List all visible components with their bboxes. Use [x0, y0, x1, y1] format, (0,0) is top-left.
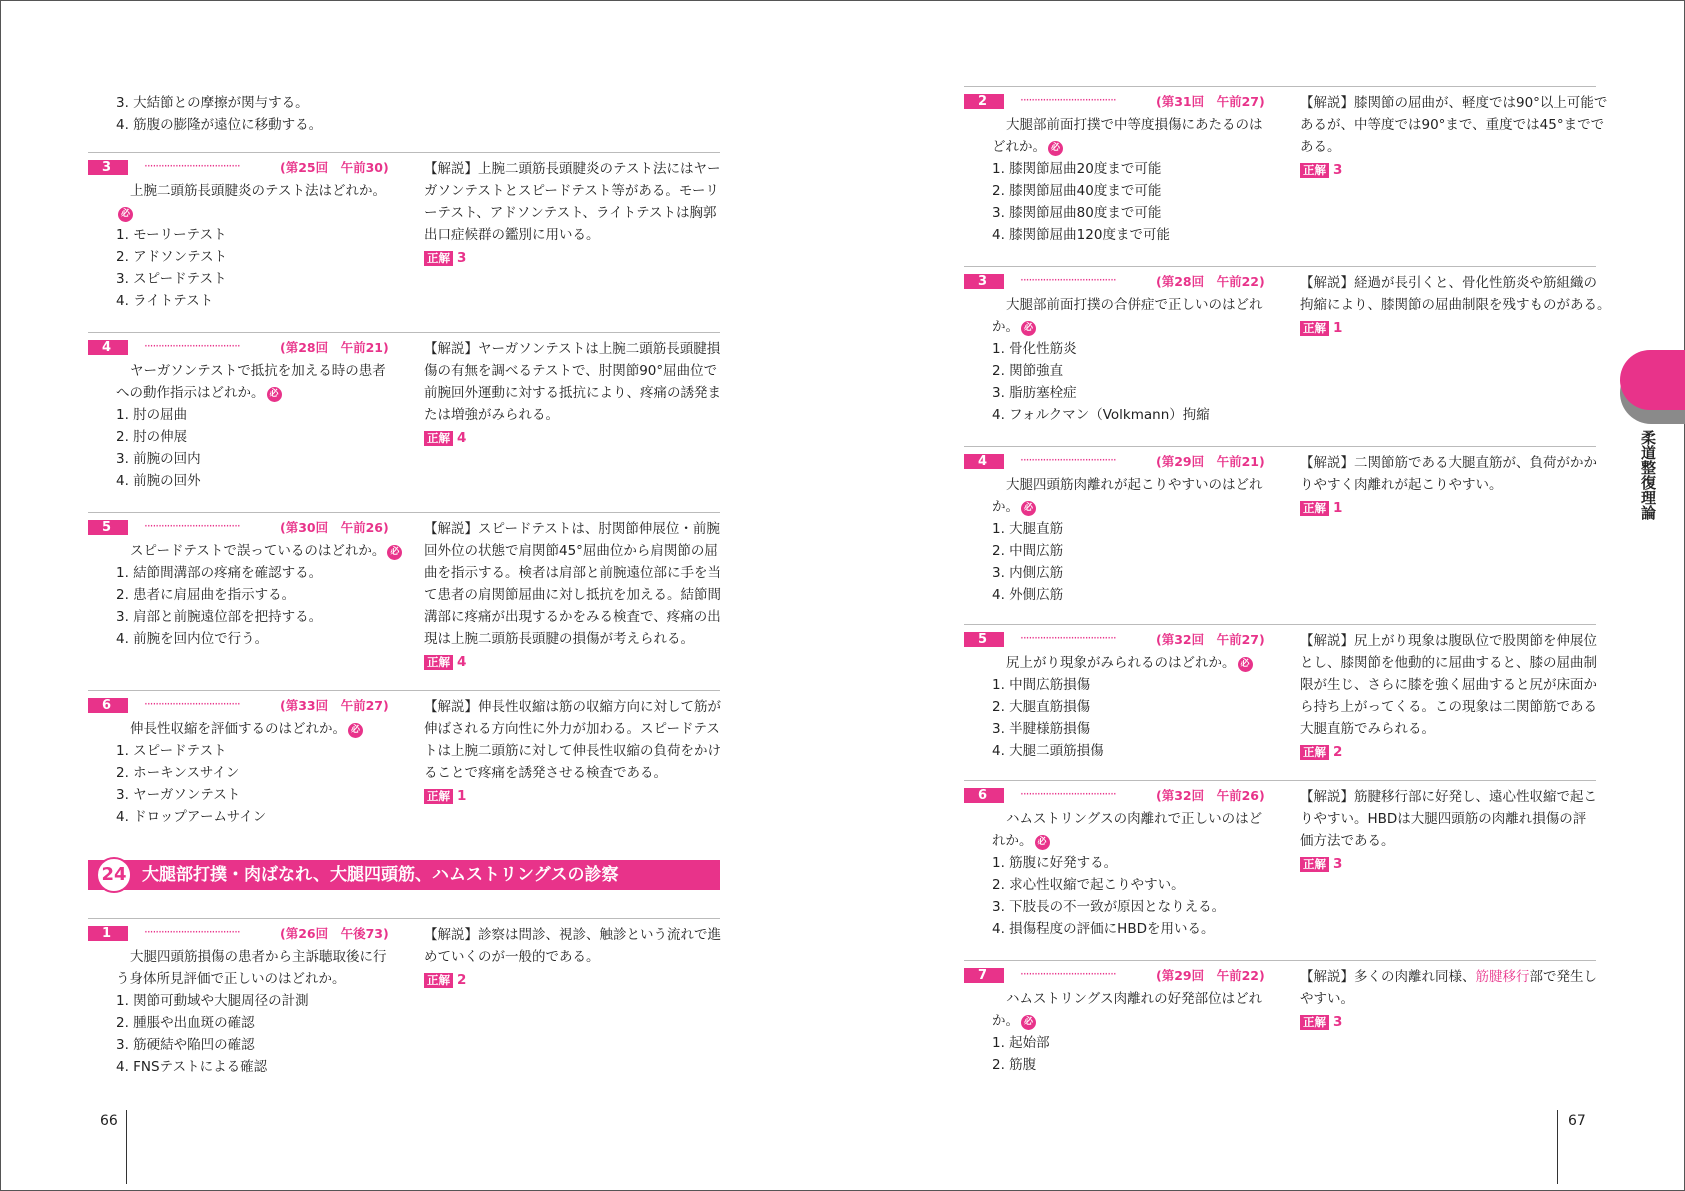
continuation-option-3: 3. 大結節との摩擦が関与する。 [116, 95, 309, 111]
explanation-line: とし、膝関節を他動的に屈曲すると、膝の屈曲制 [1300, 655, 1597, 671]
explanation-line: 価方法である。 [1300, 833, 1395, 849]
explanation-line: 【解説】上腕二頭筋長頭腱炎のテスト法にはヤー [424, 161, 721, 177]
option: 2. 大腿直筋損傷 [992, 699, 1091, 715]
question-stem [130, 540, 402, 562]
option: 1. 大腿直筋 [992, 521, 1064, 537]
question-number: 3 [102, 160, 112, 175]
required-mark-icon: 必 [348, 723, 363, 738]
question-number-badge [88, 926, 128, 941]
required-mark-icon: 必 [1021, 501, 1036, 516]
question-number: 6 [978, 788, 988, 803]
question-block [88, 512, 720, 682]
question-number: 1 [102, 926, 112, 941]
option: 2. 膝関節屈曲40度まで可能 [992, 183, 1162, 199]
answer [424, 428, 466, 448]
question-number-badge [88, 340, 128, 355]
option: 3. 筋硬結や陥凹の確認 [116, 1037, 255, 1053]
footer-rule [126, 1110, 127, 1184]
question-block [964, 624, 1596, 774]
question-number-badge [964, 632, 1004, 647]
option: 1. 結節間溝部の疼痛を確認する。 [116, 565, 323, 581]
option: 3. 肩部と前腕遠位部を把持する。 [116, 609, 323, 625]
answer [1300, 1012, 1342, 1032]
question-stem-text: か。 [992, 319, 1019, 335]
exam-source: (第29回 午前21) [1156, 454, 1265, 469]
explanation-line: りやすい。HBDは大腿四頭筋の肉離れ損傷の評 [1300, 811, 1587, 827]
question-number: 4 [102, 340, 112, 355]
required-mark-icon: 必 [1048, 141, 1063, 156]
answer-badge: 正解 [1300, 321, 1329, 336]
side-tab [1620, 350, 1685, 410]
answer-badge: 正解 [424, 789, 453, 804]
option: 4. 膝関節屈曲120度まで可能 [992, 227, 1170, 243]
explanation-line: 【解説】伸長性収縮は筋の収縮方向に対して筋が [424, 699, 721, 715]
option: 1. スピードテスト [116, 743, 227, 759]
option: 1. 関節可動域や大腿周径の計測 [116, 993, 309, 1009]
explanation-line: 現は上腕二頭筋長頭腱の損傷が考えられる。 [424, 631, 694, 647]
leader-dots: ·································· [1020, 787, 1116, 801]
page-number: 67 [1568, 1113, 1586, 1129]
explanation-line: ら持ち上がってくる。この現象は二関節筋である [1300, 699, 1597, 715]
option: 1. モーリーテスト [116, 227, 227, 243]
explanation-line: ガソンテストとスピードテスト等がある。モーリ [424, 183, 719, 199]
explanation-line: 回外位の状態で肩関節45°屈曲位から肩関節の屈 [424, 543, 718, 559]
option: 4. 外側広筋 [992, 587, 1064, 603]
option: 2. 筋腹 [992, 1057, 1037, 1073]
question-stem-cont [992, 316, 1036, 338]
explanation-line: 限が生じ、さらに膝を強く屈曲すると尻が床面か [1300, 677, 1597, 693]
question-block [964, 266, 1611, 436]
page-number: 66 [100, 1113, 118, 1129]
answer-badge: 正解 [1300, 501, 1329, 516]
question-block [88, 332, 720, 502]
question-number: 4 [978, 454, 988, 469]
highlighted-term: 筋腱移行 [1475, 969, 1530, 985]
question-number-badge [964, 788, 1004, 803]
exam-source: (第28回 午前22) [1156, 274, 1265, 289]
explanation-line: 傷の有無を調べるテストで、肘関節90°屈曲位で [424, 363, 718, 379]
option: 1. 骨化性筋炎 [992, 341, 1077, 357]
explanation-line: 【解説】スピードテストは、肘関節伸展位・前腕 [424, 521, 720, 537]
required-mark-icon: 必 [1035, 835, 1050, 850]
required-mark-icon: 必 [1021, 321, 1036, 336]
answer [1300, 854, 1342, 874]
question-stem-text: か。 [992, 499, 1019, 515]
answer [1300, 318, 1342, 338]
option: 1. 膝関節屈曲20度まで可能 [992, 161, 1162, 177]
option: 3. 半腱様筋損傷 [992, 721, 1091, 737]
section-number: 24 [96, 857, 132, 893]
answer-badge: 正解 [1300, 1015, 1329, 1030]
right-page [842, 0, 1685, 1191]
divider [964, 86, 1596, 87]
question-stem-text: 伸長性収縮を評価するのはどれか。 [130, 721, 346, 737]
question-stem-text: か。 [992, 1013, 1019, 1029]
question-number-badge [964, 454, 1004, 469]
option: 2. アドソンテスト [116, 249, 228, 265]
question-block [964, 86, 1608, 256]
question-number-badge [88, 520, 128, 535]
exam-source: (第28回 午前21) [280, 340, 389, 355]
question-stem [1006, 652, 1253, 674]
option: 4. 前腕を回内位で行う。 [116, 631, 269, 647]
divider [964, 266, 1596, 267]
exam-source: (第26回 午後73) [280, 926, 389, 941]
explanation-line: 【解説】診察は問診、視診、触診という流れで進 [424, 927, 721, 943]
divider [964, 446, 1596, 447]
answer [424, 248, 466, 268]
answer-number: 2 [1333, 744, 1343, 760]
explanation-line: たは増強がみられる。 [424, 407, 559, 423]
answer-number: 2 [457, 972, 467, 988]
option: 4. フォルクマン（Volkmann）拘縮 [992, 407, 1210, 423]
explanation-line: ある。 [1300, 139, 1341, 155]
option: 4. ドロップアームサイン [116, 809, 267, 825]
exam-source: (第25回 午前30) [280, 160, 389, 175]
option: 2. ホーキンスサイン [116, 765, 240, 781]
divider [88, 332, 720, 333]
option: 1. 筋腹に好発する。 [992, 855, 1118, 871]
divider [88, 152, 720, 153]
option: 4. 前腕の回外 [116, 473, 201, 489]
question-stem: ハムストリングスの肉離れで正しいのはど [1006, 811, 1263, 827]
explanation-line: あるが、中等度では90°まで、重度では45°までで [1300, 117, 1605, 133]
divider [88, 918, 720, 919]
question-stem: ハムストリングス肉離れの好発部位はどれ [1006, 991, 1263, 1007]
answer-badge: 正解 [424, 973, 453, 988]
option: 2. 関節強直 [992, 363, 1064, 379]
explanation-line: て患者の肩関節屈曲に対し抵抗を加える。結節間 [424, 587, 721, 603]
leader-dots: ·································· [1020, 967, 1116, 981]
explanation-line: ーテスト、アドソンテスト、ライトテストは胸郭 [424, 205, 717, 221]
question-block [964, 780, 1596, 950]
leader-dots: ·································· [144, 697, 240, 711]
question-number-badge [88, 698, 128, 713]
leader-dots: ·································· [144, 925, 240, 939]
required-mark-icon: 必 [1021, 1015, 1036, 1030]
answer-number: 3 [1333, 856, 1343, 872]
option: 3. スピードテスト [116, 271, 227, 287]
required-mark-icon: 必 [387, 545, 402, 560]
option: 2. 患者に肩屈曲を指示する。 [116, 587, 296, 603]
question-stem: 上腕二頭筋長頭腱炎のテスト法はどれか。 [130, 183, 386, 199]
explanation-line: 【解説】ヤーガソンテストは上腕二頭筋長頭腱損 [424, 341, 721, 357]
question-number: 5 [102, 520, 112, 535]
option: 3. 脂肪塞栓症 [992, 385, 1077, 401]
explanation-line: 溝部に疼痛が出現するかをみる検査で、疼痛の出 [424, 609, 721, 625]
question-block [88, 918, 720, 1078]
option: 3. 下肢長の不一致が原因となりえる。 [992, 899, 1226, 915]
explanation-text: 部で発生し [1529, 969, 1597, 985]
option: 4. FNSテストによる確認 [116, 1059, 268, 1075]
answer [424, 786, 466, 806]
leader-dots: ·································· [144, 519, 240, 533]
explanation-text: 【解説】多くの肉離れ同様、 [1300, 969, 1476, 985]
divider [88, 690, 720, 691]
required-mark-line [116, 202, 133, 224]
answer-number: 1 [1333, 320, 1343, 336]
explanation-line: 出口症候群の鑑別に用いる。 [424, 227, 600, 243]
option: 2. 腫脹や出血斑の確認 [116, 1015, 255, 1031]
explanation-line: 【解説】膝関節の屈曲が、軽度では90°以上可能で [1300, 95, 1608, 111]
question-stem-cont [992, 1010, 1036, 1032]
divider [964, 780, 1596, 781]
question-number-badge [964, 94, 1004, 109]
question-number: 3 [978, 274, 988, 289]
answer [1300, 742, 1342, 762]
explanation-line: 【解説】二関節筋である大腿直筋が、負荷がかか [1300, 455, 1597, 471]
divider [964, 624, 1596, 625]
continuation-option-4: 4. 筋腹の膨隆が遠位に移動する。 [116, 117, 323, 133]
answer [424, 970, 466, 990]
left-page [0, 0, 842, 1191]
exam-source: (第32回 午前26) [1156, 788, 1265, 803]
leader-dots: ·································· [1020, 273, 1116, 287]
explanation-line: トは上腕二頭筋に対して伸長性収縮の負荷をかけ [424, 743, 721, 759]
question-stem [130, 718, 363, 740]
question-stem: 大腿四頭筋損傷の患者から主訴聴取後に行 [130, 949, 387, 965]
question-stem: 大腿部前面打撲の合併症で正しいのはどれ [1006, 297, 1263, 313]
question-number: 2 [978, 94, 988, 109]
option: 2. 肘の伸展 [116, 429, 188, 445]
question-stem-text: への動作指示はどれか。 [116, 385, 265, 401]
required-mark-icon: 必 [118, 207, 133, 222]
answer-number: 3 [457, 250, 467, 266]
answer-number: 4 [457, 430, 467, 446]
explanation-line: 拘縮により、膝関節の屈曲制限を残すものがある。 [1300, 297, 1611, 313]
question-stem-cont [992, 830, 1050, 852]
leader-dots: ·································· [144, 339, 240, 353]
question-block [88, 690, 720, 840]
exam-source: (第30回 午前26) [280, 520, 389, 535]
answer-badge: 正解 [424, 431, 453, 446]
question-stem-text: れか。 [992, 833, 1033, 849]
divider [964, 960, 1596, 961]
side-tab-label: 柔道整復理論 [1639, 430, 1657, 520]
answer-number: 4 [457, 654, 467, 670]
explanation-line: やすい。 [1300, 991, 1354, 1007]
answer-badge: 正解 [1300, 745, 1329, 760]
leader-dots: ·································· [1020, 631, 1116, 645]
exam-source: (第32回 午前27) [1156, 632, 1265, 647]
option: 4. 大腿二頭筋損傷 [992, 743, 1104, 759]
answer-badge: 正解 [1300, 163, 1329, 178]
leader-dots: ·································· [1020, 453, 1116, 467]
question-stem-text: スピードテストで誤っているのはどれか。 [130, 543, 386, 559]
answer-badge: 正解 [424, 655, 453, 670]
question-number: 7 [978, 968, 988, 983]
explanation-line [1300, 966, 1597, 988]
question-number-badge [964, 274, 1004, 289]
answer-number: 3 [1333, 1014, 1343, 1030]
question-block [88, 152, 720, 322]
answer [424, 652, 466, 672]
explanation-line: 曲を指示する。検者は肩部と前腕遠位部に手を当 [424, 565, 721, 581]
answer-number: 1 [1333, 500, 1343, 516]
explanation-line: 【解説】尻上がり現象は腹臥位で股関節を伸展位 [1300, 633, 1597, 649]
question-stem-cont [992, 496, 1036, 518]
question-number: 5 [978, 632, 988, 647]
required-mark-icon: 必 [1238, 657, 1253, 672]
option: 3. 膝関節屈曲80度まで可能 [992, 205, 1162, 221]
divider [88, 512, 720, 513]
question-number-badge [964, 968, 1004, 983]
option: 2. 中間広筋 [992, 543, 1064, 559]
explanation-line: 伸ばされる方向性に外力が加わる。スピードテス [424, 721, 720, 737]
question-number-badge [88, 160, 128, 175]
question-stem-text: 尻上がり現象がみられるのはどれか。 [1006, 655, 1236, 671]
option: 3. ヤーガソンテスト [116, 787, 241, 803]
explanation-line: 大腿直筋でみられる。 [1300, 721, 1435, 737]
question-stem-cont [992, 136, 1063, 158]
option: 2. 求心性収縮で起こりやすい。 [992, 877, 1185, 893]
explanation-line: 【解説】筋腱移行部に好発し、遠心性収縮で起こ [1300, 789, 1597, 805]
answer-badge: 正解 [424, 251, 453, 266]
explanation-line: 【解説】経過が長引くと、骨化性筋炎や筋組織の [1300, 275, 1597, 291]
exam-source: (第33回 午前27) [280, 698, 389, 713]
option: 1. 中間広筋損傷 [992, 677, 1091, 693]
explanation-line: ることで疼痛を誘発させる検査である。 [424, 765, 667, 781]
explanation-line: 前腕回外運動に対する抵抗により、疼痛の誘発ま [424, 385, 721, 401]
section-title: 大腿部打撲・肉ばなれ、大腿四頭筋、ハムストリングスの診察 [142, 865, 619, 885]
question-block [964, 446, 1596, 616]
option: 3. 前腕の回内 [116, 451, 201, 467]
footer-rule [1557, 1110, 1558, 1184]
question-stem-cont: う身体所見評価で正しいのはどれか。 [116, 971, 346, 987]
question-block [964, 960, 1596, 1080]
question-stem-cont [116, 382, 282, 404]
question-stem-text: どれか。 [992, 139, 1046, 155]
leader-dots: ·································· [144, 159, 240, 173]
option: 4. 損傷程度の評価にHBDを用いる。 [992, 921, 1215, 937]
answer-badge: 正解 [1300, 857, 1329, 872]
answer [1300, 160, 1342, 180]
question-stem: ヤーガソンテストで抵抗を加える時の患者 [130, 363, 386, 379]
question-stem: 大腿四頭筋肉離れが起こりやすいのはどれ [1006, 477, 1263, 493]
leader-dots: ·································· [1020, 93, 1116, 107]
option: 1. 起始部 [992, 1035, 1050, 1051]
exam-source: (第31回 午前27) [1156, 94, 1265, 109]
option: 1. 肘の屈曲 [116, 407, 188, 423]
option: 4. ライトテスト [116, 293, 214, 309]
question-stem: 大腿部前面打撲で中等度損傷にあたるのは [1006, 117, 1263, 133]
answer [1300, 498, 1342, 518]
option: 3. 内側広筋 [992, 565, 1064, 581]
answer-number: 1 [457, 788, 467, 804]
required-mark-icon: 必 [267, 387, 282, 402]
explanation-line: めていくのが一般的である。 [424, 949, 600, 965]
explanation-line: りやすく肉離れが起こりやすい。 [1300, 477, 1503, 493]
question-number: 6 [102, 698, 112, 713]
answer-number: 3 [1333, 162, 1343, 178]
exam-source: (第29回 午前22) [1156, 968, 1265, 983]
